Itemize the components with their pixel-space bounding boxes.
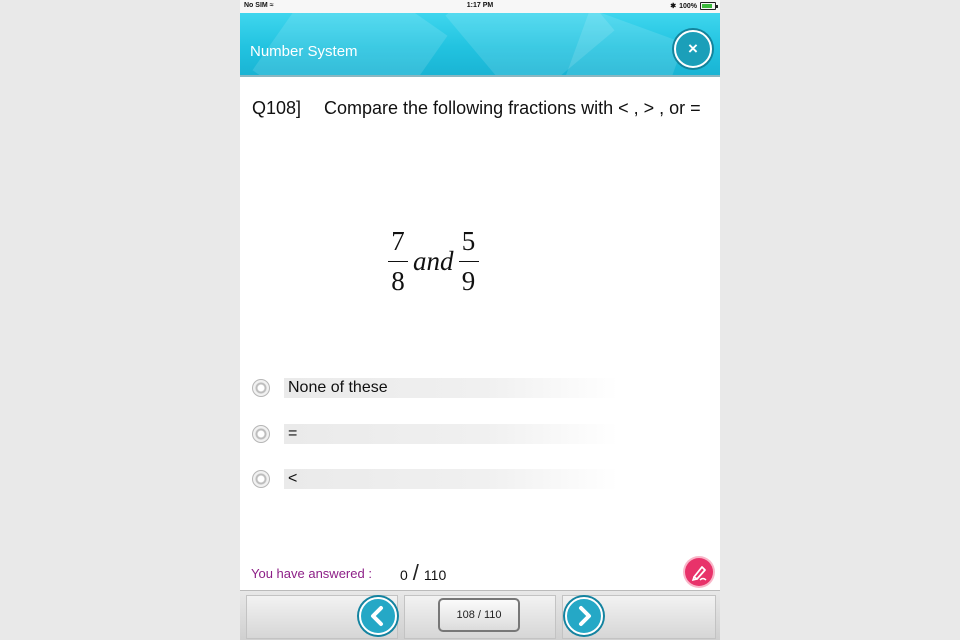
header-bar [240,13,720,77]
page-title: Number System [250,43,358,60]
fraction-right-numerator: 5 [461,226,476,256]
answered-slash: / [412,560,419,585]
fraction-bar [459,261,479,262]
answered-label: You have answered : [251,566,372,581]
question-text-block [252,98,712,119]
previous-button[interactable] [359,597,397,635]
radio-button[interactable] [252,425,270,443]
fraction-left-denominator: 8 [391,266,405,296]
carrier-text: No SIM [244,2,268,9]
clock: 1:17 PM [466,2,494,9]
answered-number: 0 [400,567,408,583]
status-bar [240,0,720,13]
fraction-connector: and [413,246,454,276]
battery-icon [700,2,716,10]
answer-option-label: None of these [284,378,618,398]
fraction-bar [388,261,408,262]
question-text: Compare the following fractions with < , > , or = [324,98,701,118]
fraction-left [388,226,408,297]
status-right [670,2,716,10]
fraction-left-numerator: 7 [391,226,405,256]
radio-button[interactable] [252,379,270,397]
page-indicator: 108 / 110 [438,598,520,632]
answer-option-none-of-these[interactable] [252,375,652,401]
bottom-navigation-bar [240,590,720,640]
fraction-right-denominator: 9 [461,266,476,296]
chevron-right-icon [567,599,601,633]
answer-option-equal[interactable] [252,421,652,447]
fraction-expression [388,226,479,297]
answer-option-less-than[interactable] [252,466,652,492]
chevron-left-icon [361,599,395,633]
app-screen [240,0,720,640]
answer-option-label: = [284,424,618,444]
answer-option-label: < [284,469,618,489]
pen-icon [685,558,713,586]
wifi-icon: ≈ [269,2,274,9]
question-number: Q108] [252,98,302,118]
radio-button[interactable] [252,470,270,488]
total-number: 110 [423,567,447,583]
close-icon: × [688,39,698,58]
bluetooth-icon: ✱ [670,3,677,10]
battery-percent: 100% [679,2,697,10]
fraction-right [459,226,479,297]
notes-button[interactable] [685,558,713,586]
next-button[interactable] [565,597,603,635]
answered-count [400,560,446,586]
close-button[interactable] [674,30,712,68]
